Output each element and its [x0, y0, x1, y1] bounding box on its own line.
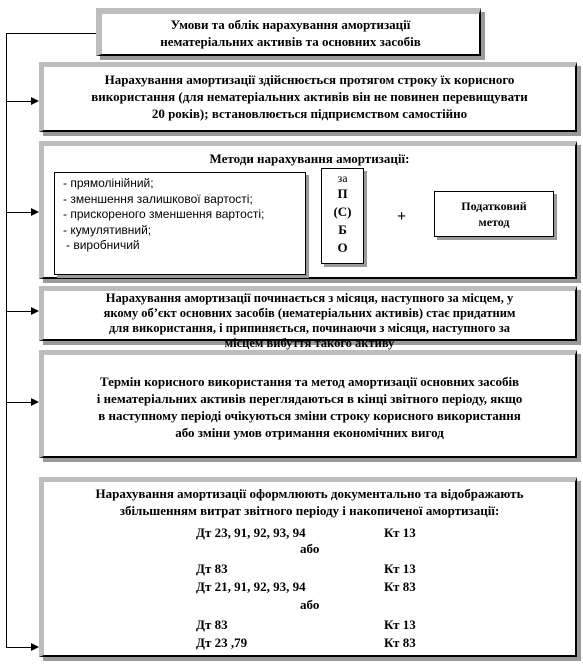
pbo-za: за: [337, 171, 348, 185]
accounting-line-1: Нарахування амортизації оформлюють документально та відображають: [95, 486, 524, 501]
start-stop-line-4: місцем вибуття такого активу: [224, 336, 395, 350]
pbo-b: Б: [338, 222, 347, 237]
methods-box: [39, 141, 577, 279]
tax-method-line-2: метод: [478, 215, 510, 229]
entry-5-debit: Дт 23 ,79: [196, 635, 248, 650]
start-stop-line-1: Нарахування амортизації починається з місяця, наступного за місцем, у: [105, 291, 514, 305]
useful-life-line-3: 20 років); встановлюється підприємством самостійно: [151, 106, 468, 121]
review-line-2: і нематеріальних активів переглядаються в кінці звітного періоду, якщо: [96, 391, 523, 406]
entry-1-credit: Кт 13: [384, 525, 416, 540]
entry-5-credit: Кт 83: [384, 635, 416, 650]
useful-life-box: [39, 62, 577, 132]
entry-3-debit: Дт 21, 91, 92, 93, 94: [196, 579, 306, 594]
plus-sign: +: [397, 208, 407, 225]
review-line-1: Термін корисного використання та метод амортизації основних засобів: [99, 374, 520, 389]
review-line-3: в наступному періоді очікуються зміни строку корисного використання: [98, 408, 521, 423]
review-box: [39, 350, 577, 458]
methods-title: Методи нарахування амортизації:: [209, 151, 410, 166]
arrow-2: [31, 208, 39, 216]
connector-branch-4: [6, 402, 32, 403]
entry-3-credit: Кт 83: [384, 579, 416, 594]
methods-list-box: [54, 172, 306, 275]
connector-branch-3: [6, 311, 32, 312]
arrow-5: [31, 643, 39, 651]
tax-method-box: [434, 191, 554, 237]
start-stop-line-3: для використання, і припиняється, починаючи з місяця, наступного за: [108, 321, 510, 335]
arrow-1: [31, 97, 39, 105]
arrow-3: [31, 307, 39, 315]
header-line-2: нематеріальних активів та основних засобів: [160, 34, 421, 49]
start-stop-box: [39, 286, 577, 350]
entry-1-debit: Дт 23, 91, 92, 93, 94: [196, 525, 306, 540]
method-item-1: - прямолінійний;: [63, 176, 154, 190]
header-box: [96, 8, 481, 56]
method-item-4: - кумулятивний;: [63, 222, 152, 237]
entry-or-2: або: [300, 597, 320, 612]
useful-life-line-2: використання (для нематеріальних активів він не повинен перевищувати: [91, 89, 528, 104]
pbo-s: (С): [333, 204, 352, 219]
entry-2-credit: Кт 13: [384, 561, 416, 576]
method-item-3: - прискореного зменшення вартості;: [63, 207, 265, 221]
pbo-p: П: [337, 186, 348, 201]
header-line-1: Умови та облік нарахування амортизації: [170, 17, 411, 32]
method-item-2: - зменшення залишкової вартості;: [63, 191, 253, 206]
accounting-box: [39, 477, 577, 657]
accounting-line-2: збільшенням витрат звітного періоду і накопиченої амортизації:: [119, 503, 500, 518]
entry-2-debit: Дт 83: [196, 561, 228, 576]
pbo-o: О: [337, 240, 348, 255]
pbo-box: [321, 168, 364, 264]
start-stop-line-2: якому об’єкт основних засобів (нематеріальних активів) стає придатним: [103, 306, 516, 320]
entry-or-1: або: [300, 541, 320, 556]
method-item-5: - виробничий: [66, 238, 140, 252]
entry-4-credit: Кт 13: [384, 617, 416, 632]
connector-branch-2: [6, 212, 32, 213]
tax-method-line-1: Податковий: [461, 199, 527, 213]
arrow-4: [31, 398, 39, 406]
connector-branch-5: [6, 647, 32, 648]
connector-spine: [6, 33, 7, 648]
connector-top: [6, 33, 96, 34]
entry-4-debit: Дт 83: [196, 617, 228, 632]
useful-life-line-1: Нарахування амортизації здійснюється протягом строку їх корисного: [104, 72, 515, 87]
review-line-4: або зміни умов отримання економічних вигод: [175, 425, 444, 440]
connector-branch-1: [6, 101, 32, 102]
